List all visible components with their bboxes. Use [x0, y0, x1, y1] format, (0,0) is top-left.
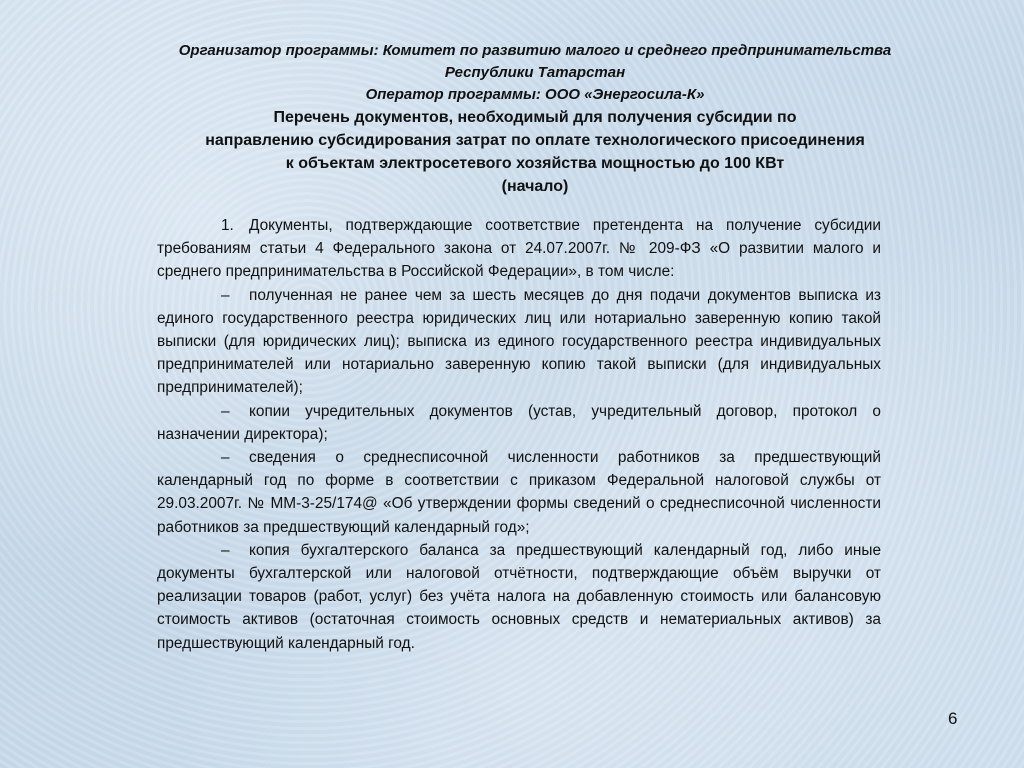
bullet-text: полученная не ранее чем за шесть месяцев до дня подачи документов выписка из единого государственного реестра юридических лиц или нотариально заверенную копию такой выписки (для юридических лиц); выписка из единого государственного реестра индивидуальных предпринимателей или нотариально заверенную копию такой выписки (для индивидуальных предпринимателей);: [157, 286, 881, 397]
list-item-text: Документы, подтверждающие соответствие претендента на получение субсидии требованиям статьи 4 Федерального закона от 24.07.2007г. № 209-ФЗ «О развитии малого и среднего предпринимательства в Российской Федерации», в том числе:: [157, 217, 881, 281]
bullet-item: [157, 539, 881, 655]
bullet-item: [157, 400, 881, 446]
list-item-1: [157, 214, 881, 284]
bullet-dash: –: [221, 449, 230, 467]
bullet-dash: –: [221, 286, 230, 304]
bullet-dash: –: [221, 541, 230, 559]
organizer-line-1: Организатор программы: Комитет по развитию малого и среднего предпринимательства: [178, 42, 892, 59]
document-list: [157, 214, 881, 655]
bullet-item: [157, 446, 881, 539]
bullet-text: копии учредительных документов (устав, учредительный договор, протокол о назначении директора);: [157, 402, 881, 443]
bullet-text: копия бухгалтерского баланса за предшествующий календарный год, либо иные документы бухгалтерской или налоговой отчётности, подтверждающие объём выручки от реализации товаров (работ, услуг) без учёта налога на добавленную стоимость или балансовую стоимость активов (остаточная стоимость основных средств и нематериальных активов) за предшествующий календарный год.: [157, 541, 881, 652]
bullet-item: [157, 284, 881, 400]
bullet-text: сведения о среднесписочной численности работников за предшествующий календарный год по форме в соответствии с приказом Федеральной налоговой службы от 29.03.2007г. № ММ-3-25/174@ «Об утверждении формы сведений о среднесписочной численности работников за предшествующий календарный год»;: [157, 449, 881, 536]
operator-line: Оператор программы: ООО «Энергосила-К»: [365, 86, 705, 103]
bullet-dash: –: [221, 402, 230, 420]
page-number: 6: [948, 709, 958, 728]
list-number: 1.: [221, 217, 234, 234]
title-line-3: к объектам электросетевого хозяйства мощностью до 100 КВт: [285, 155, 785, 172]
organizer-line-2: Республики Татарстан: [444, 64, 626, 81]
slide-header: [100, 40, 970, 198]
title-line-4: (начало): [501, 178, 569, 195]
title-line-2: направлению субсидирования затрат по оплате технологического присоединения: [205, 132, 865, 149]
title-line-1: Перечень документов, необходимый для получения субсидии по: [273, 109, 797, 126]
